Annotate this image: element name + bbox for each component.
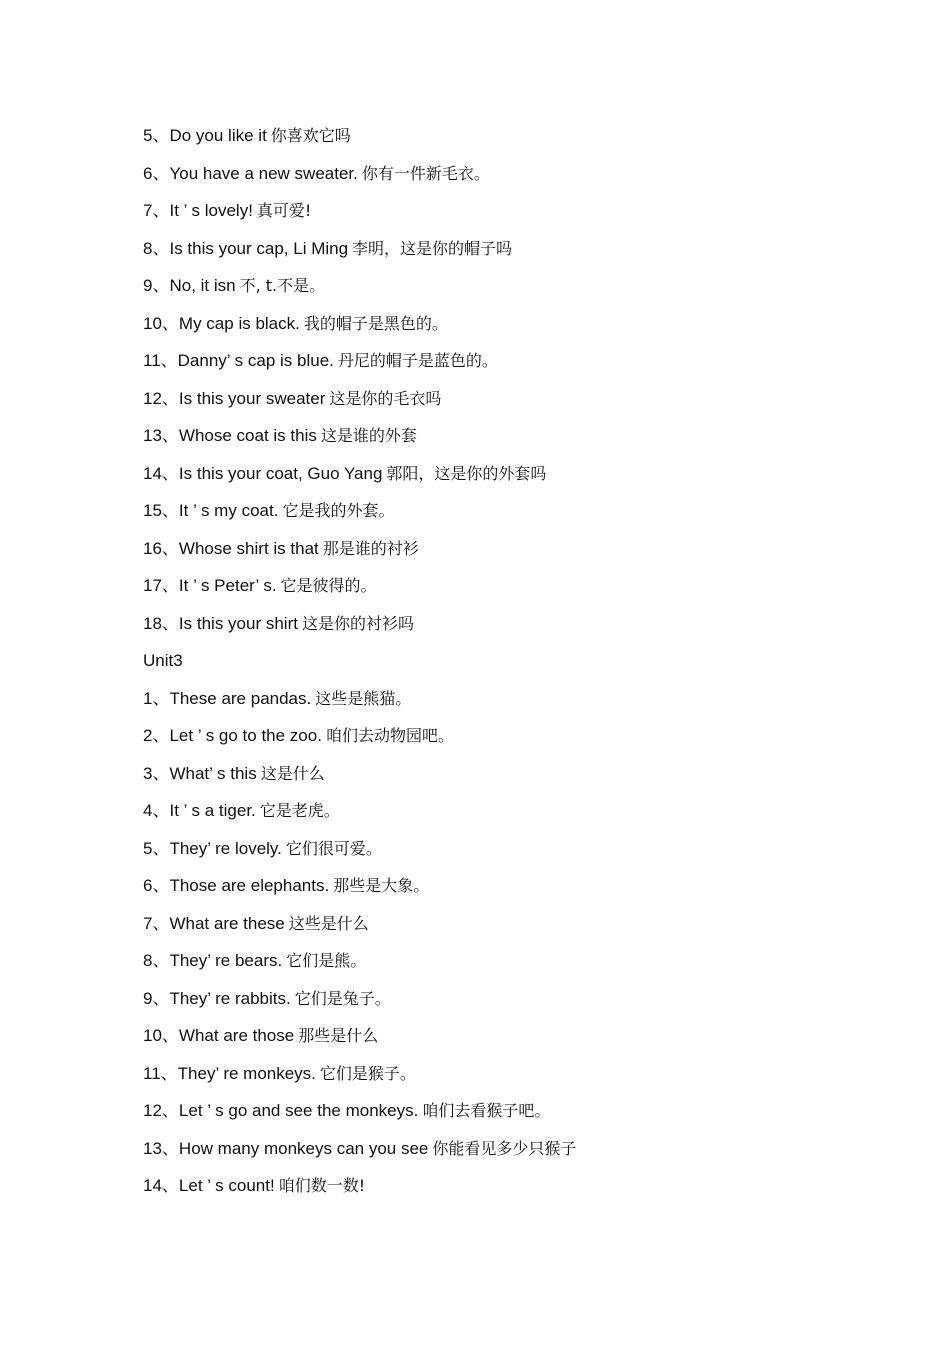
item-number: 11、 [143, 351, 178, 370]
chinese-translation: 这些是什么 [288, 913, 369, 933]
english-sentence: They’ re lovely. [169, 838, 282, 858]
english-sentence: No, it isn [169, 276, 236, 295]
item-number: 17、 [143, 576, 179, 595]
list-item [143, 722, 863, 760]
item-number: 11、 [143, 1063, 178, 1083]
item-number: 10、 [143, 1026, 179, 1045]
chinese-translation: 咱们数一数! [278, 1176, 366, 1195]
list-item [143, 685, 863, 723]
english-sentence: Danny’ s cap is blue. [177, 351, 334, 370]
list-item [143, 610, 863, 648]
list-item [143, 422, 863, 460]
list-item [143, 310, 863, 348]
chinese-translation: 它是彼得的。 [280, 576, 377, 595]
list-item [143, 1172, 863, 1210]
item-number: 14、 [143, 1176, 179, 1195]
chinese-translation: 郭阳，这是你的外套吗 [386, 463, 547, 483]
english-sentence: Is this your shirt [178, 613, 298, 633]
item-number: 3、 [143, 763, 170, 783]
list-item [143, 760, 863, 798]
chinese-translation: 你有一件新毛衣。 [361, 163, 490, 183]
item-number: 7、 [143, 913, 170, 933]
sentence-list [143, 122, 863, 1210]
list-item [143, 910, 863, 948]
english-sentence: It ’ s my coat. [178, 501, 279, 520]
chinese-translation: 你喜欢它吗 [270, 126, 351, 145]
item-number: 5、 [143, 126, 170, 145]
list-item [143, 460, 863, 498]
chinese-translation: 咱们去动物园吧。 [325, 726, 454, 745]
english-sentence: They’ re monkeys. [177, 1063, 316, 1083]
chinese-translation: 真可爱! [256, 201, 312, 220]
chinese-translation: 它是我的外套。 [282, 501, 395, 520]
item-number: 2、 [143, 726, 170, 745]
chinese-translation: 这是你的衬衫吗 [301, 613, 414, 633]
english-sentence: These are pandas. [169, 688, 312, 708]
item-number: 18、 [143, 613, 179, 633]
chinese-translation: 那是谁的衬衫 [322, 538, 419, 558]
english-sentence: Is this your sweater [178, 388, 326, 408]
item-number: 9、 [143, 988, 170, 1008]
chinese-translation: 丹尼的帽子是蓝色的。 [337, 351, 498, 370]
list-item [143, 347, 863, 385]
chinese-translation: 咱们去看猴子吧。 [422, 1101, 551, 1120]
list-item [143, 160, 863, 198]
english-sentence: How many monkeys can you see [178, 1138, 429, 1158]
english-sentence: Let ’ s go and see the monkeys. [178, 1101, 419, 1120]
chinese-translation: 那些是什么 [298, 1026, 379, 1045]
item-number: 5、 [143, 838, 170, 858]
item-number: 4、 [143, 801, 170, 820]
english-sentence: My cap is black. [178, 313, 300, 333]
list-item [143, 1060, 863, 1098]
item-number: 6、 [143, 163, 170, 183]
english-sentence: Those are elephants. [169, 876, 330, 895]
item-number: 14、 [143, 463, 179, 483]
chinese-translation: 不, t.不是。 [239, 276, 326, 295]
list-item [143, 235, 863, 273]
item-number: 12、 [143, 1101, 179, 1120]
list-item [143, 497, 863, 535]
item-number: 15、 [143, 501, 179, 520]
english-sentence: Let ’ s go to the zoo. [169, 726, 322, 745]
list-item [143, 385, 863, 423]
item-number: 10、 [143, 313, 179, 333]
english-sentence: Is this your cap, Li Ming [169, 238, 349, 258]
english-sentence: Let ’ s count! [178, 1176, 275, 1195]
item-number: 6、 [143, 876, 170, 895]
item-number: 8、 [143, 951, 170, 970]
chinese-translation: 那些是大象。 [333, 876, 430, 895]
chinese-translation: 你能看见多少只猴子 [432, 1138, 577, 1158]
item-number: 7、 [143, 201, 170, 220]
english-sentence: What are those [178, 1026, 295, 1045]
chinese-translation: 我的帽子是黑色的。 [303, 313, 448, 333]
chinese-translation: 这些是熊猫。 [315, 688, 412, 708]
english-sentence: They’ re rabbits. [169, 988, 291, 1008]
list-item [143, 985, 863, 1023]
english-sentence: What are these [169, 913, 285, 933]
english-sentence: What’ s this [169, 763, 257, 783]
chinese-translation: 这是谁的外套 [320, 426, 417, 445]
item-number: 16、 [143, 538, 179, 558]
list-item [143, 197, 863, 235]
list-item [143, 1022, 863, 1060]
list-item [143, 947, 863, 985]
list-item [143, 572, 863, 610]
item-number: 1、 [143, 688, 170, 708]
item-number: 13、 [143, 426, 179, 445]
english-sentence: Is this your coat, Guo Yang [178, 463, 383, 483]
chinese-translation: 它们是兔子。 [294, 988, 391, 1008]
list-item [143, 535, 863, 573]
chinese-translation: 它是老虎。 [259, 801, 340, 820]
english-sentence: Do you like it [169, 126, 267, 145]
chinese-translation: 这是你的毛衣吗 [329, 388, 442, 408]
list-item [143, 1097, 863, 1135]
english-sentence: They’ re bears. [169, 951, 283, 970]
section-heading: Unit3 [143, 651, 183, 670]
chinese-translation: 它们很可爱。 [285, 838, 382, 858]
item-number: 9、 [143, 276, 170, 295]
chinese-translation: 它们是猴子。 [319, 1063, 416, 1083]
item-number: 13、 [143, 1138, 179, 1158]
chinese-translation: 它们是熊。 [286, 951, 367, 970]
english-sentence: It ’ s a tiger. [169, 801, 256, 820]
list-item [143, 272, 863, 310]
list-item [143, 1135, 863, 1173]
english-sentence: You have a new sweater. [169, 163, 358, 183]
list-item [143, 122, 863, 160]
english-sentence: It ’ s lovely! [169, 201, 253, 220]
english-sentence: It ’ s Peter’ s. [178, 576, 277, 595]
list-item [143, 797, 863, 835]
item-number: 12、 [143, 388, 179, 408]
english-sentence: Whose coat is this [178, 426, 317, 445]
list-item [143, 835, 863, 873]
chinese-translation: 李明，这是你的帽子吗 [352, 238, 513, 258]
chinese-translation: 这是什么 [260, 763, 325, 783]
list-item [143, 872, 863, 910]
section-heading-unit3 [143, 647, 863, 685]
english-sentence: Whose shirt is that [178, 538, 319, 558]
item-number: 8、 [143, 238, 170, 258]
